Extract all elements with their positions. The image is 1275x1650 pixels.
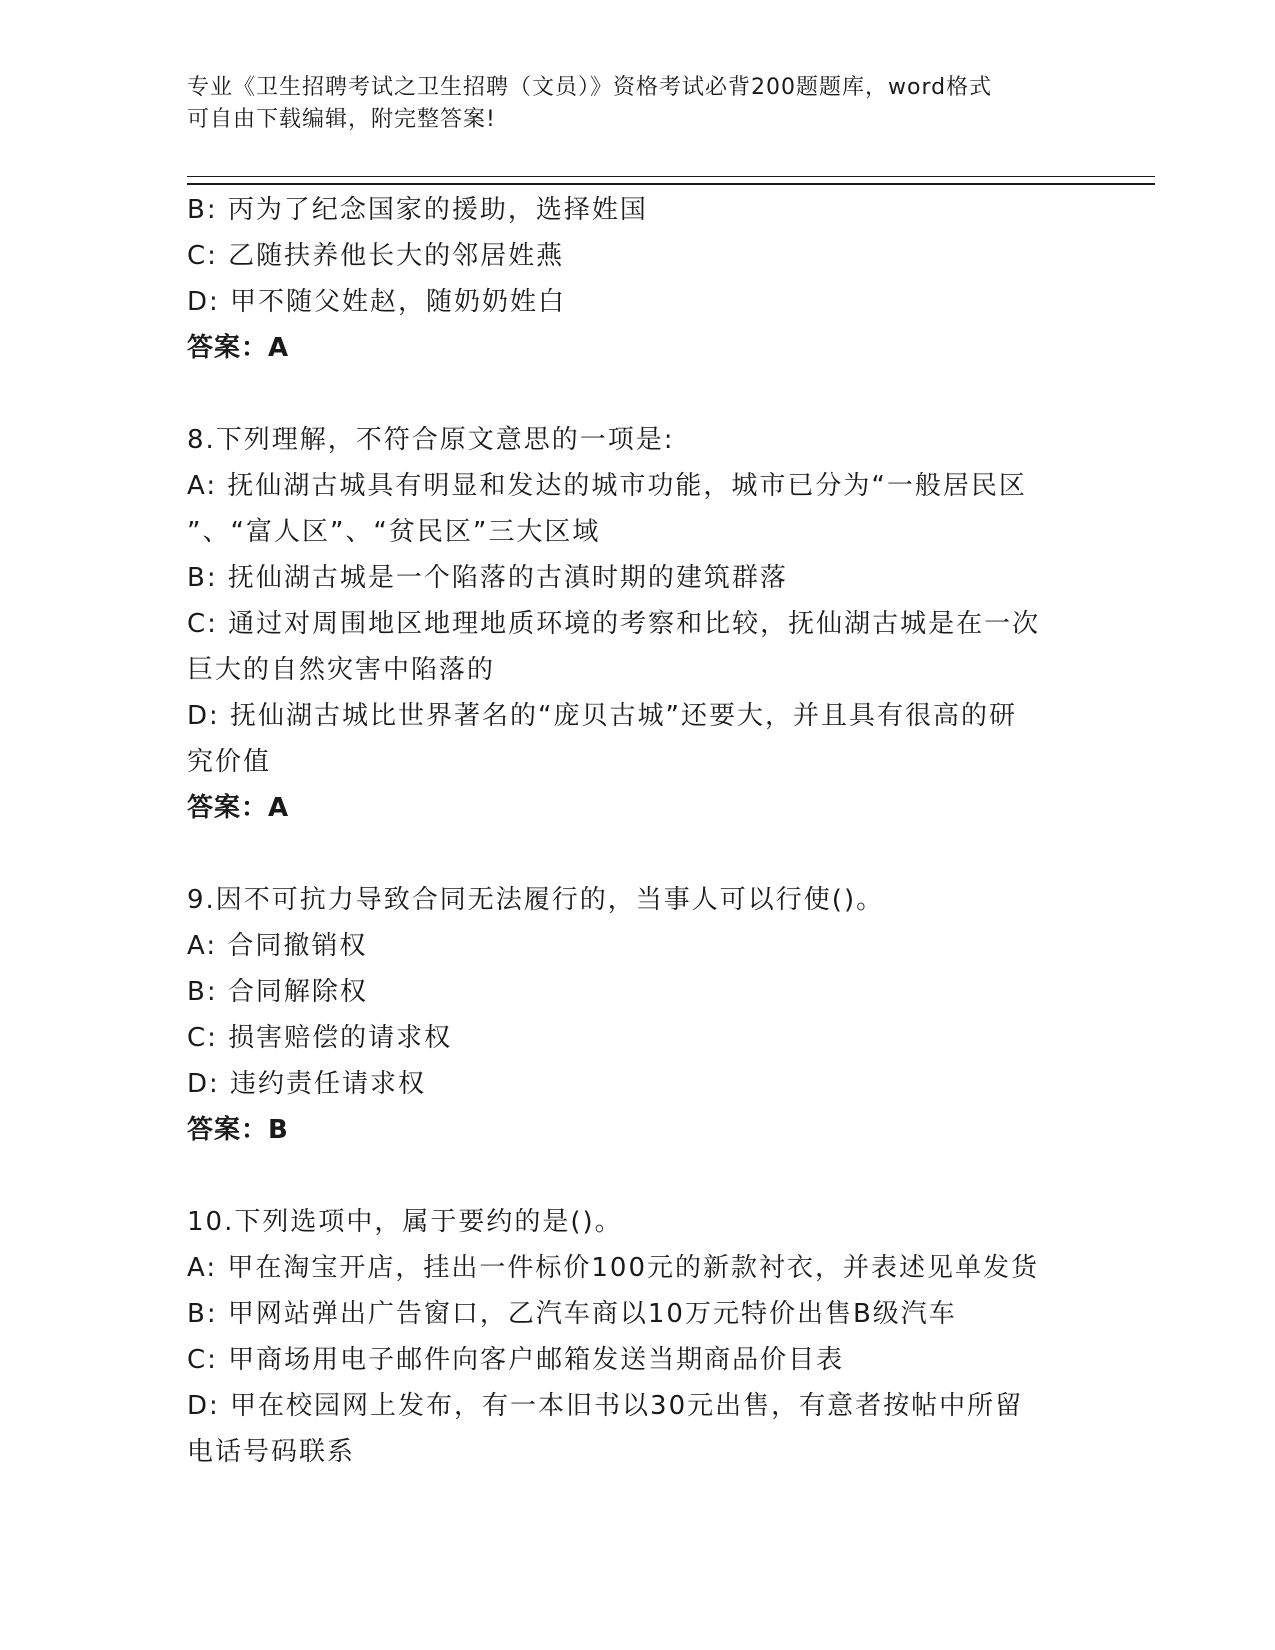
q9-option-c: C: 损害赔偿的请求权 [187,1023,453,1053]
header-title-line-1: 专业《卫生招聘考试之卫生招聘（文员）》资格考试必背200题题库，word格式 [187,75,993,100]
question-10 [187,1199,1087,1475]
q8-option-c-line-2: 巨大的自然灾害中陷落的 [187,655,496,685]
q10-option-d-line-1: D: 甲在校园网上发布，有一本旧书以30元出售，有意者按帖中所留 [187,1391,1024,1421]
question-8 [187,417,1087,831]
q7-answer: 答案：A [187,333,290,363]
q9-answer: 答案：B [187,1115,289,1145]
q10-option-b: B: 甲网站弹出广告窗口，乙汽车商以10万元特价出售B级汽车 [187,1299,957,1329]
q8-answer: 答案：A [187,793,290,823]
q8-stem: 8.下列理解，不符合原文意思的一项是: [187,425,675,455]
document-header [187,72,1087,136]
document-body [187,187,1087,1475]
q8-option-a-line-1: A: 抚仙湖古城具有明显和发达的城市功能，城市已分为“一般居民区 [187,471,1027,501]
q10-stem: 10.下列选项中，属于要约的是()。 [187,1207,623,1237]
q8-option-d-line-1: D: 抚仙湖古城比世界著名的“庞贝古城”还要大，并且具有很高的研 [187,701,1017,731]
q8-option-b: B: 抚仙湖古城是一个陷落的古滇时期的建筑群落 [187,563,788,593]
question-7-tail [187,187,1087,371]
q9-option-a: A: 合同撤销权 [187,931,368,961]
q9-option-b: B: 合同解除权 [187,977,368,1007]
q10-option-c: C: 甲商场用电子邮件向客户邮箱发送当期商品价目表 [187,1345,845,1375]
q9-stem: 9.因不可抗力导致合同无法履行的，当事人可以行使()。 [187,885,885,915]
q7-option-c: C: 乙随扶养他长大的邻居姓燕 [187,241,565,271]
question-9 [187,877,1087,1153]
q9-option-d: D: 违约责任请求权 [187,1069,427,1099]
header-divider [187,176,1155,185]
q10-option-a: A: 甲在淘宝开店，挂出一件标价100元的新款衬衣，并表述见单发货 [187,1253,1039,1283]
q8-option-d-line-2: 究价值 [187,747,272,777]
q8-option-c-line-1: C: 通过对周围地区地理地质环境的考察和比较，抚仙湖古城是在一次 [187,609,1041,639]
header-title-line-2: 可自由下载编辑，附完整答案! [187,107,496,132]
q8-option-a-line-2: ”、“富人区”、“贫民区”三大区域 [187,517,601,547]
q10-option-d-line-2: 电话号码联系 [187,1437,356,1467]
q7-option-d: D: 甲不随父姓赵，随奶奶姓白 [187,287,567,317]
q7-option-b: B: 丙为了纪念国家的援助，选择姓国 [187,195,648,225]
